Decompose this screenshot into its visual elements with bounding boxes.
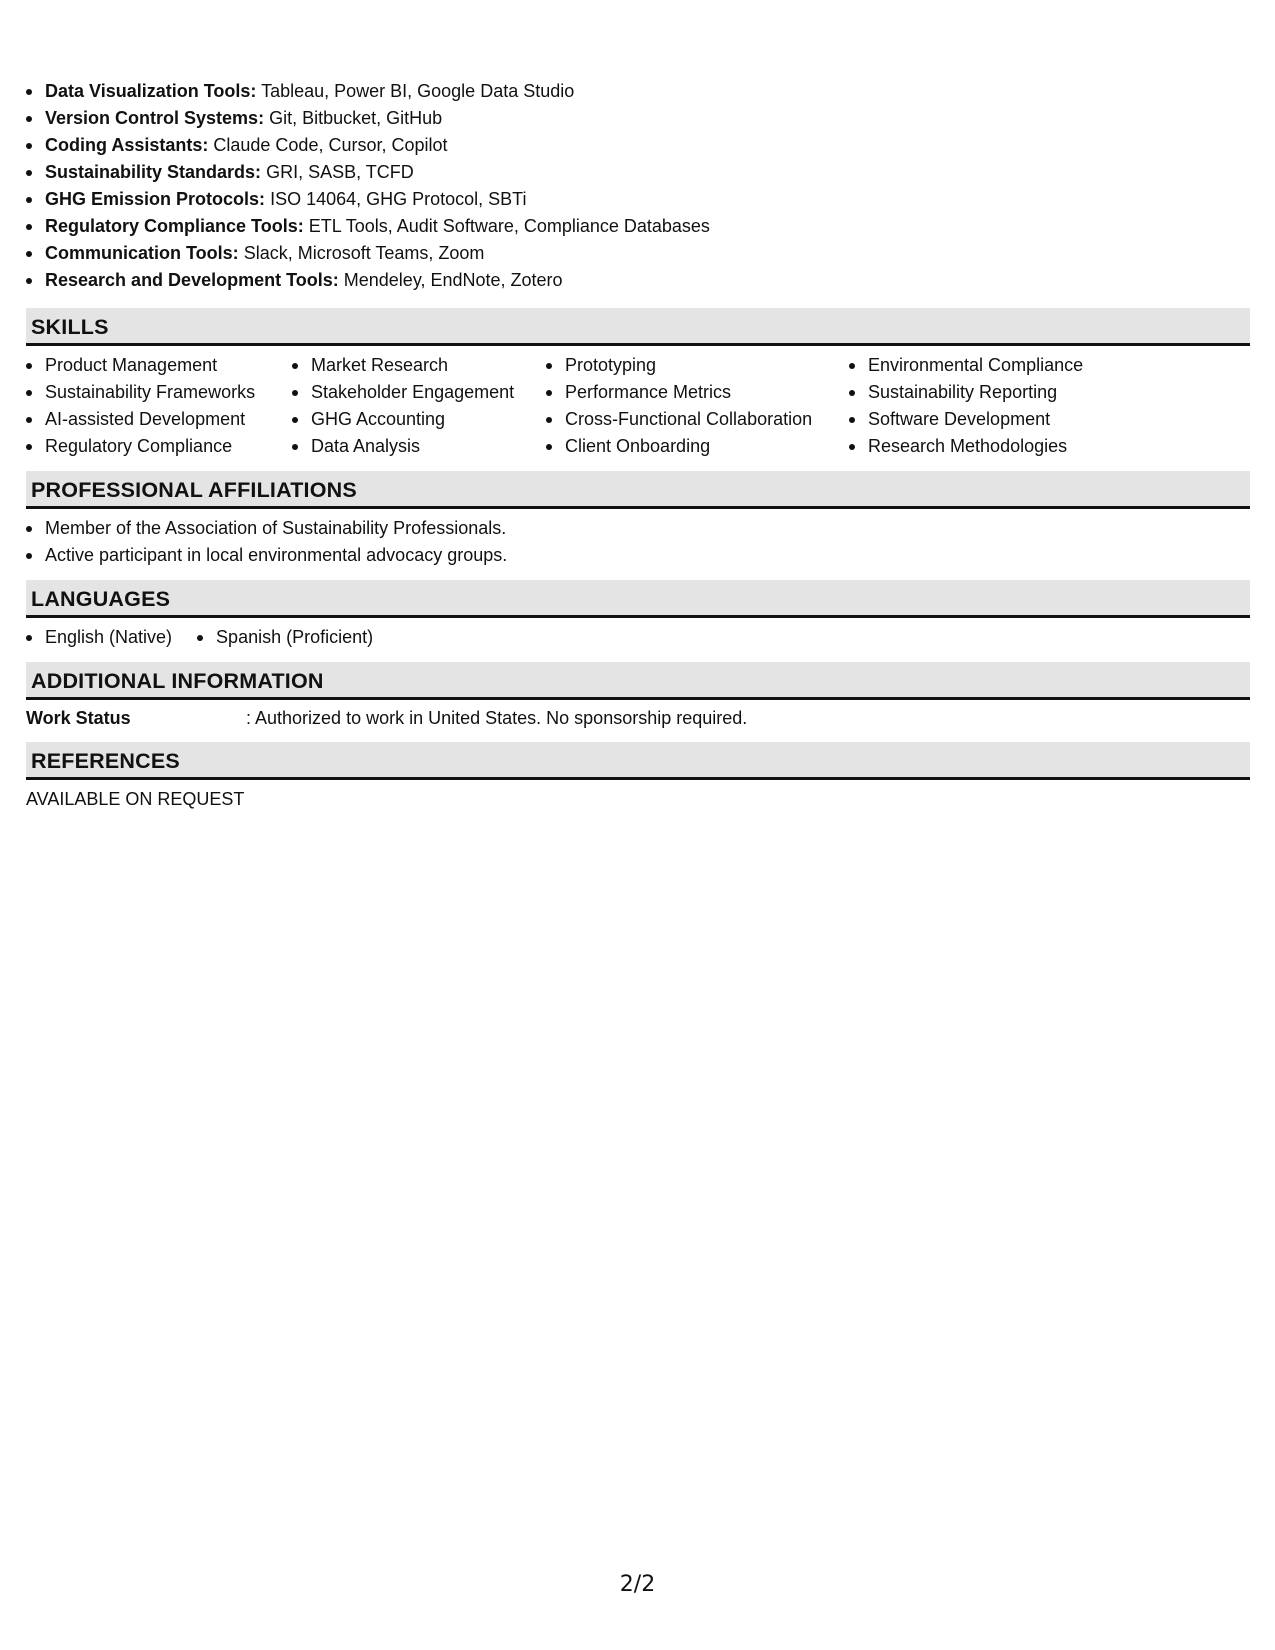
skills-column: [292, 352, 546, 460]
tool-label: Communication Tools:: [45, 243, 239, 263]
work-status-value: : Authorized to work in United States. No sponsorship required.: [246, 708, 748, 728]
work-status-row: [26, 700, 1250, 742]
tool-value: ISO 14064, GHG Protocol, SBTi: [270, 189, 527, 209]
additional-info-heading: ADDITIONAL INFORMATION: [26, 662, 1250, 700]
tool-value: Tableau, Power BI, Google Data Studio: [261, 81, 575, 101]
skills-column: [546, 352, 849, 460]
languages-list: [26, 618, 1250, 662]
references-text: AVAILABLE ON REQUEST: [26, 789, 245, 809]
affiliation-item: Member of the Association of Sustainability Professionals.: [26, 515, 1250, 542]
languages-section: [26, 580, 1250, 662]
tool-label: GHG Emission Protocols:: [45, 189, 266, 209]
tool-label: Research and Development Tools:: [45, 270, 339, 290]
skill-item: Stakeholder Engagement: [292, 379, 546, 406]
work-status-label: Work Status: [26, 708, 131, 728]
language-item: Spanish (Proficient): [197, 624, 373, 651]
tool-item: [26, 132, 1250, 159]
affiliation-item: Active participant in local environmental advocacy groups.: [26, 542, 1250, 569]
skill-item: Product Management: [26, 352, 292, 379]
tool-item: [26, 159, 1250, 186]
references-heading: REFERENCES: [26, 742, 1250, 780]
tool-label: Sustainability Standards:: [45, 162, 262, 182]
skills-section: [26, 308, 1250, 471]
tool-item: [26, 240, 1250, 267]
skill-item: Environmental Compliance: [849, 352, 1149, 379]
skills-grid: [26, 346, 1250, 471]
tool-value: GRI, SASB, TCFD: [266, 162, 414, 182]
tool-value: Mendeley, EndNote, Zotero: [343, 270, 563, 290]
affiliations-heading: PROFESSIONAL AFFILIATIONS: [26, 471, 1250, 509]
page-number: 2/2: [619, 1572, 656, 1597]
skill-item: Client Onboarding: [546, 433, 849, 460]
skill-item: GHG Accounting: [292, 406, 546, 433]
tools-list: [26, 78, 1250, 294]
tool-item: [26, 267, 1250, 294]
tool-item: [26, 105, 1250, 132]
resume-content: [26, 78, 1250, 813]
tool-item: [26, 186, 1250, 213]
language-item: English (Native): [26, 624, 172, 651]
skills-heading: SKILLS: [26, 308, 1250, 346]
languages-heading: LANGUAGES: [26, 580, 1250, 618]
tool-value: ETL Tools, Audit Software, Compliance Databases: [308, 216, 710, 236]
skill-item: Prototyping: [546, 352, 849, 379]
tool-label: Version Control Systems:: [45, 108, 265, 128]
tool-label: Regulatory Compliance Tools:: [45, 216, 304, 236]
tool-item: [26, 78, 1250, 105]
references-section: [26, 742, 1250, 813]
skill-item: Market Research: [292, 352, 546, 379]
tool-label: Coding Assistants:: [45, 135, 209, 155]
skill-item: Sustainability Reporting: [849, 379, 1149, 406]
skills-column: [26, 352, 292, 460]
tool-label: Data Visualization Tools:: [45, 81, 257, 101]
tool-item: [26, 213, 1250, 240]
tool-value: Claude Code, Cursor, Copilot: [213, 135, 448, 155]
tool-value: Git, Bitbucket, GitHub: [269, 108, 443, 128]
skill-item: Data Analysis: [292, 433, 546, 460]
affiliations-section: [26, 471, 1250, 580]
affiliations-list: [26, 509, 1250, 580]
skill-item: Research Methodologies: [849, 433, 1149, 460]
skills-column: [849, 352, 1149, 460]
skill-item: Software Development: [849, 406, 1149, 433]
tool-value: Slack, Microsoft Teams, Zoom: [243, 243, 485, 263]
skill-item: AI-assisted Development: [26, 406, 292, 433]
skill-item: Sustainability Frameworks: [26, 379, 292, 406]
skill-item: Regulatory Compliance: [26, 433, 292, 460]
additional-info-section: [26, 662, 1250, 742]
skill-item: Performance Metrics: [546, 379, 849, 406]
skill-item: Cross-Functional Collaboration: [546, 406, 849, 433]
